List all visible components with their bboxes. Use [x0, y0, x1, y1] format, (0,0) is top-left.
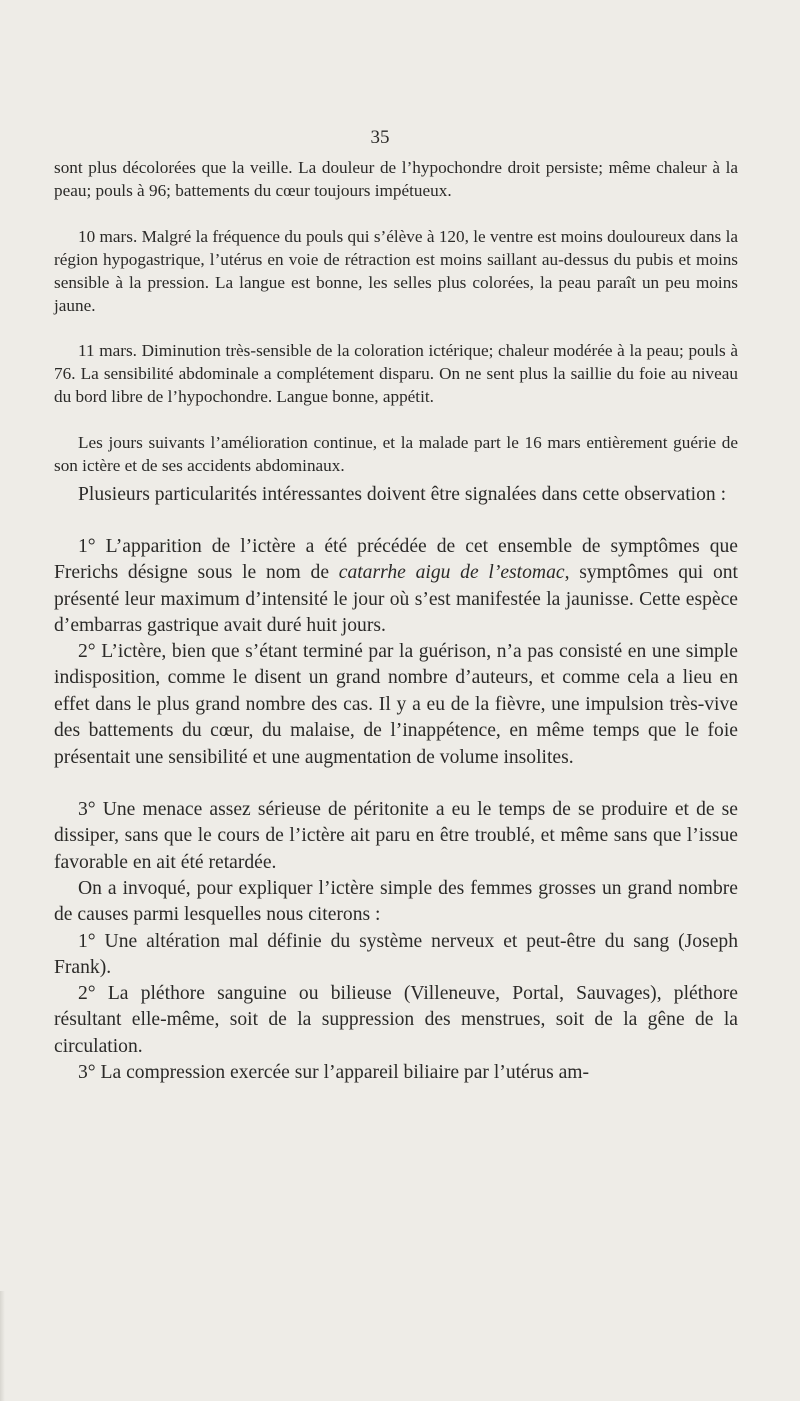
- item-1-italic-term: catarrhe aigu de l’estomac: [338, 562, 565, 584]
- paragraph-cause-3: 3° La compression exercée sur l’appareil biliaire par l’utérus am-: [78, 1062, 590, 1083]
- paragraph-intro: Plusieurs particularités intéressantes doivent être signalées dans cette observation :: [78, 484, 727, 505]
- page-number: 35: [370, 127, 390, 148]
- item-1-text-end: , symptômes qui ont présenté leur maximum d’intensité le jour où s’est manifestée la jaunisse. Cette espèce d’embarras gastrique avait duré huit jours.: [54, 562, 739, 637]
- page-edge-shadow: [0, 1291, 5, 1401]
- paragraph-following-days: Les jours suivants l’amélioration continue, et la malade part le 16 mars entièrement guérie de son ictère et de ses accidents abdominaux.: [54, 433, 738, 475]
- paragraph-march-10: 10 mars. Malgré la fréquence du pouls qui s’élève à 120, le ventre est moins douloureux dans la région hypogastrique, l’utérus en voie de rétraction est moins saillant au-dessus du pubis et moins sensible à la pression. La langue est bonne, les selles plus colorées, la peau paraît un peu moins jaune.: [54, 227, 738, 315]
- paragraph-causes-intro: On a invoqué, pour expliquer l’ictère simple des femmes grosses un grand nombre de causes parmi lesquelles nous citerons :: [54, 878, 738, 926]
- paragraph-item-1: [54, 534, 738, 640]
- paragraph-item-3: 3° Une menace assez sérieuse de péritonite a eu le temps de se produire et de se dissiper, sans que le cours de l’ictère ait paru en être troublé, et même sans que l’issue favorable en ait été retardée.: [54, 799, 738, 873]
- paragraph-cause-2: 2° La pléthore sanguine ou bilieuse (Villeneuve, Portal, Sauvages), pléthore résultant elle-même, soit de la suppression des menstrues, soit de la gêne de la circulation.: [54, 983, 738, 1057]
- paragraph-continuation: sont plus décolorées que la veille. La douleur de l’hypochondre droit persiste; même chaleur à la peau; pouls à 96; battements du cœur toujours impétueux.: [54, 158, 738, 200]
- paragraph-cause-1: 1° Une altération mal définie du système nerveux et peut-être du sang (Joseph Frank).: [54, 931, 738, 979]
- item-1-text-start: 1° L’apparition de l’ictère a été précédée de cet ensemble de symptômes que Frerichs désigne sous le nom de: [54, 536, 738, 584]
- paragraph-march-11: 11 mars. Diminution très-sensible de la coloration ictérique; chaleur modérée à la peau; pouls à 76. La sensibilité abdominale a complétement disparu. On ne sent plus la saillie du foie au niveau du bord libre de l’hypochondre. Langue bonne, appétit.: [54, 341, 738, 406]
- paragraph-item-2: 2° L’ictère, bien que s’étant terminé par la guérison, n’a pas consisté en une simple indisposition, comme le disent un grand nombre d’auteurs, et comme cela a lieu en effet dans le plus grand nombre des cas. Il y a eu de la fièvre, une impulsion très-vive des battements du cœur, du malaise, de l’inappétence, en même temps que le foie présentait une sensibilité et une augmentation de volume insolites.: [54, 641, 738, 768]
